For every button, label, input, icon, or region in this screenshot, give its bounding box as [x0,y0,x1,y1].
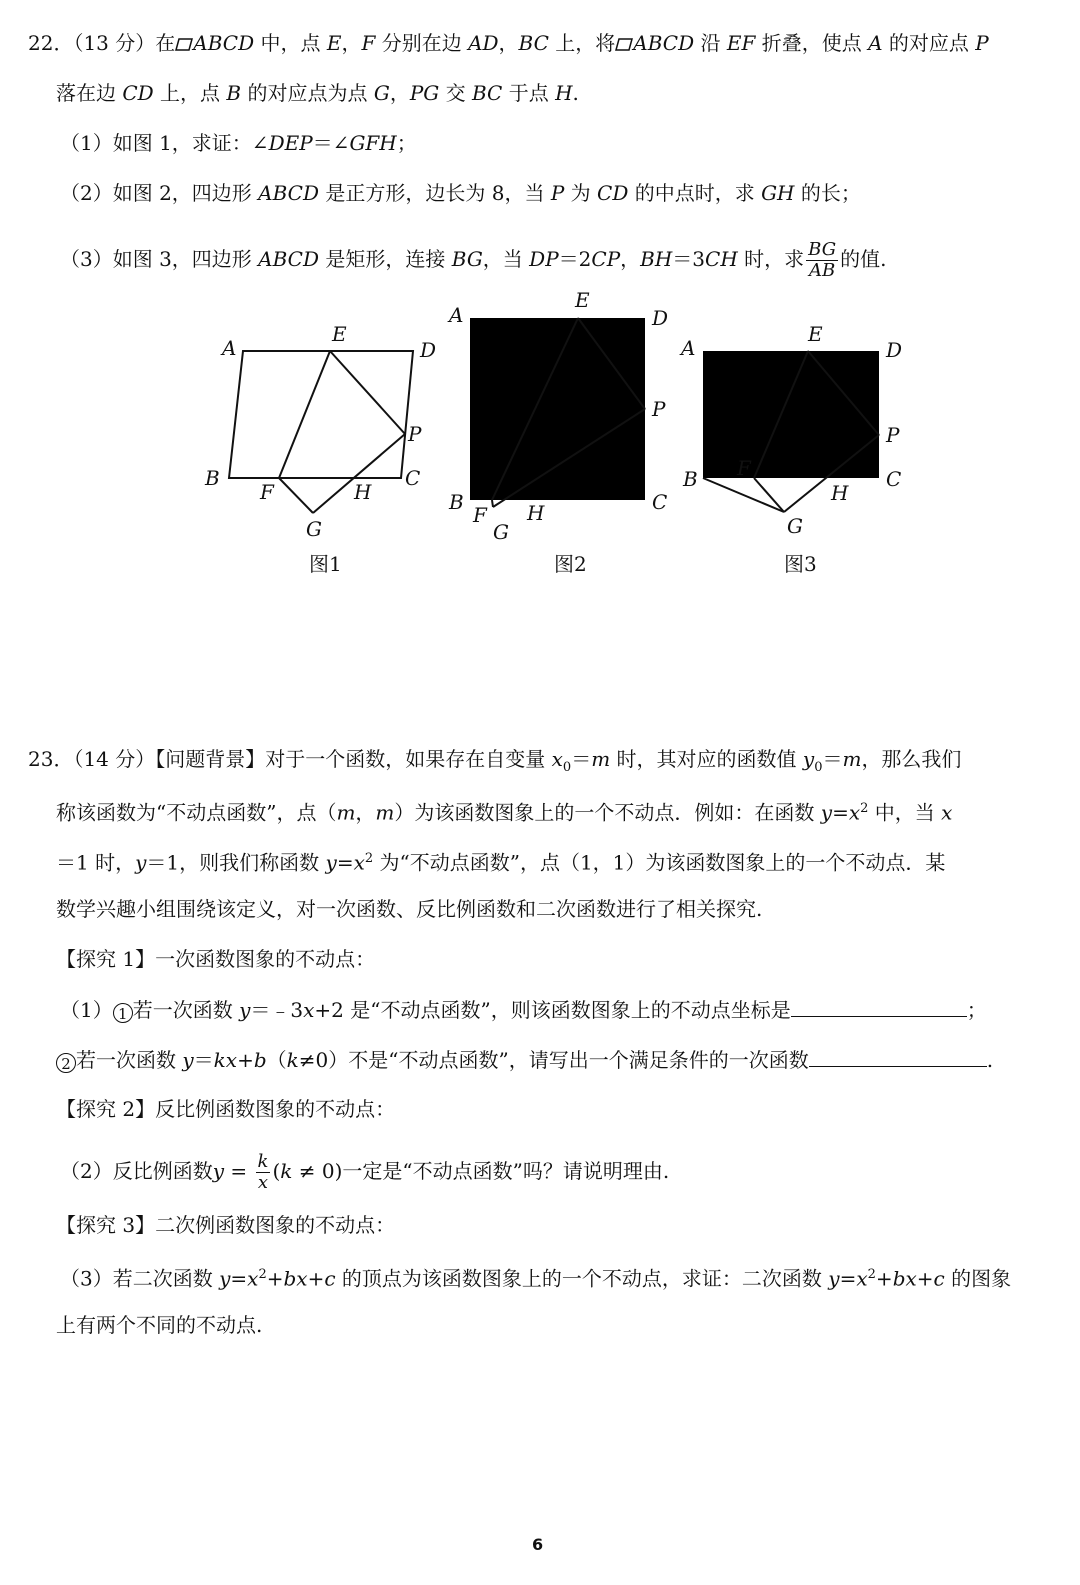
text: ＝3 [672,247,706,271]
text: BG [451,247,483,271]
text: ≠ 0) [292,1159,343,1183]
text: 是矩形，连接 [319,247,452,271]
text: ABCD [193,31,255,55]
text: y [325,850,337,875]
text: 的图象 [944,1266,1012,1291]
text: 22．（13 分）在 [28,31,176,55]
text: 上，将 [548,31,616,55]
text: ≠0）不是“不动点函数”，请写出一个满足条件的一次函数 [298,1048,809,1072]
text: c [933,1266,945,1291]
text: m [591,747,611,771]
text: ＝∠ [312,131,350,155]
fig2-label-A: A [449,303,464,327]
text: P [975,31,989,55]
text: x [941,800,953,825]
text: y [828,1266,840,1291]
text: ， [389,81,410,105]
text: 中，当 [868,800,942,825]
parallelogram-icon [175,31,193,44]
text: ＝ [822,747,843,771]
text: ( [272,1159,281,1183]
text: bx [892,1266,917,1291]
text: 称该函数为“不动点函数”，点（ [56,800,337,825]
text: 中，点 [254,31,327,55]
geometry-figures [0,285,1080,585]
text: 的中点时，求 [628,181,762,205]
superscript: 2 [258,1267,267,1282]
text: （2）反比例函数 [60,1159,213,1183]
fig3-label-B: B [683,467,698,491]
text: x [247,1266,259,1291]
text: = [832,800,849,825]
text: 上，点 [153,81,227,105]
fraction-denominator: x [257,1172,269,1193]
fig1-label-E: E [332,322,347,346]
fig3-line-bg [703,478,784,512]
text: 时，求 [737,247,805,271]
text: ，那么我们 [861,747,962,771]
text: PG [409,81,440,105]
text: 为“不动点函数”，点（1，1）为该函数图象上的一个不动点．某 [373,850,946,875]
fig2-label-H: H [527,501,545,525]
q22-part-1 [60,130,417,156]
text: c [324,1266,336,1291]
text: x [856,1266,868,1291]
fig3-label-E: E [808,322,823,346]
text: k [280,1159,293,1183]
answer-blank[interactable] [791,996,967,1017]
text: 于点 [502,81,556,105]
text: = [839,1266,857,1291]
superscript: 2 [364,851,374,866]
text: m [375,800,395,825]
text: 若一次函数 [132,998,240,1022]
text: H [555,81,573,105]
text: EF [726,31,756,55]
fig3-caption: 图3 [784,552,817,576]
text: AD [468,31,499,55]
q22-part-3 [60,240,886,281]
fig1-line-ef [279,351,330,478]
fig1-label-F: F [260,480,274,504]
fig1-label-B: B [205,466,220,490]
q23-explore-2-heading: 【探究 2】反比例函数图象的不动点： [56,1097,396,1121]
fraction-denominator: AB [809,260,836,281]
q23-explore-2-part [60,1152,669,1193]
text: P [550,181,565,205]
figure-2 [447,288,668,576]
text: ； [966,998,987,1022]
text: . [986,1048,994,1072]
fig3-rectangle [703,351,879,478]
text: . [572,81,579,105]
q23-explore-3-part [60,1262,1011,1292]
fig1-label-D: D [420,338,437,362]
text: 的值. [840,247,887,271]
fig2-label-C: C [652,490,668,514]
fig2-label-D: D [652,306,669,330]
text: + [237,1048,254,1072]
fig3-label-C: C [886,467,902,491]
text: y [239,998,251,1022]
answer-blank[interactable] [809,1046,987,1067]
text: CD [597,181,629,205]
text: BH [640,247,673,271]
fig1-label-H: H [354,480,372,504]
fig3-label-G: G [787,514,803,538]
fraction-bg-ab [806,240,838,281]
fig3-label-F: F [737,456,751,480]
q23-line-4: 数学兴趣小组围绕该定义，对一次函数、反比例函数和二次函数进行了相关探究. [56,897,763,921]
text: y [182,1048,194,1072]
text: ＝﹣3 [250,998,304,1022]
text: 分别在边 [375,31,469,55]
text: +2 是“不动点函数”，则该函数图象上的不动点坐标是 [314,998,791,1022]
subscript: 0 [562,760,572,775]
text: + [266,1266,284,1291]
fig3-label-A: A [681,336,696,360]
text: x [551,747,563,771]
text: 若一次函数 [76,1048,183,1072]
text: （ [266,1048,287,1072]
text: y [135,850,147,875]
fig3-line-fg [754,478,784,512]
q23-explore-1-part-2 [56,1046,993,1073]
text: GFH [349,131,397,155]
superscript: 2 [867,1267,876,1282]
text: = [336,850,354,875]
text: ＝ [571,747,592,771]
q23-explore-3-heading: 【探究 3】二次例函数图象的不动点： [56,1213,396,1237]
fig1-parallelogram [229,351,413,478]
text: m [842,747,862,771]
superscript: 2 [860,801,869,816]
circled-number-icon: 2 [56,1053,76,1073]
figure-1 [204,322,436,576]
text: 23．（14 分）【问题背景】对于一个函数，如果存在自变量 [28,747,552,771]
text: ， [341,31,362,55]
fig1-label-P: P [408,422,422,446]
text: ，当 [482,247,530,271]
text: + [916,1266,934,1291]
text: （1）如图 1，求证：∠ [60,131,269,155]
q22-line-1 [28,30,989,56]
q22-part-2 [60,180,861,206]
text: x [353,850,365,875]
text: b [253,1048,267,1072]
text: （3）如图 3，四边形 [60,247,259,271]
text: = [230,1266,248,1291]
text: 的长； [794,181,861,205]
text: 的对应点 [882,31,976,55]
text: 时，其对应的函数值 [610,747,803,771]
fig1-line-ep [330,351,405,434]
fig1-line-fg [279,478,313,513]
text: ABCD [258,247,320,271]
q23-line-3 [56,846,945,876]
fig2-label-G: G [493,520,509,544]
text: 交 [439,81,472,105]
text: bx [283,1266,308,1291]
text: A [868,31,883,55]
fig1-label-C: C [405,466,421,490]
text: BC [471,81,503,105]
text: ＝2 [558,247,592,271]
text: E [326,31,342,55]
fig2-label-F: F [473,503,487,527]
text: = [224,1159,254,1183]
fig1-label-A: A [222,336,237,360]
q23-explore-1-heading: 【探究 1】一次函数图象的不动点： [56,947,376,971]
text: ， [355,800,376,825]
text: G [373,81,390,105]
text: 的对应点为点 [241,81,374,105]
text: CD [122,81,154,105]
text: CP [591,247,621,271]
text: 折叠，使点 [755,31,869,55]
q22-line-2 [56,80,579,106]
text: + [875,1266,893,1291]
fig2-square [470,318,645,500]
text: B [226,81,242,105]
text: （3）若二次函数 [60,1266,220,1291]
subscript: 0 [814,760,823,775]
fig2-label-P: P [652,397,666,421]
fig2-caption: 图2 [554,552,587,576]
parallelogram-icon [615,31,633,44]
fraction-k-over-x [256,1152,271,1193]
text: DP [529,247,559,271]
text: ABCD [633,31,695,55]
fig2-line-fg [492,500,493,507]
text: y [219,1266,231,1291]
q23-line-2 [56,796,952,826]
fig3-label-D: D [886,338,903,362]
text: ＝1，则我们称函数 [146,850,326,875]
text: 的顶点为该函数图象上的一个不动点，求证：二次函数 [335,1266,829,1291]
text: 一定是“不动点函数”吗？请说明理由. [342,1159,670,1183]
text: 沿 [694,31,727,55]
text: CH [705,247,738,271]
text: ＝ [193,1048,214,1072]
text: GH [761,181,795,205]
text: kx [213,1048,238,1072]
q23-explore-1-part-1 [60,996,987,1023]
text: F [361,31,376,55]
text: 落在边 [56,81,123,105]
text: ， [620,247,641,271]
text: + [307,1266,325,1291]
fig3-label-P: P [886,423,900,447]
text: y [212,1159,225,1183]
text: y [802,747,815,771]
text: 是正方形，边长为 8，当 [319,181,551,205]
text: k [286,1048,299,1072]
q23-explore-3-part-line-2: 上有两个不同的不动点. [56,1313,263,1337]
q23-line-1 [28,746,961,781]
text: ， [498,31,519,55]
text: DEP [268,131,313,155]
figure-3 [679,322,902,576]
fraction-numerator: k [257,1151,269,1172]
page-number: 6 [532,1535,544,1554]
fraction-numerator: BG [808,239,837,260]
fig2-label-E: E [575,288,590,312]
text: BC [518,31,549,55]
text: ＝1 时， [56,850,136,875]
fig3-label-H: H [831,481,849,505]
fig2-label-B: B [449,490,464,514]
fig1-label-G: G [306,517,322,541]
text: 为 [564,181,598,205]
text: m [336,800,356,825]
circled-number-icon: 1 [113,1003,133,1023]
text: y [820,800,833,825]
text: ）为该函数图象上的一个不动点．例如：在函数 [394,800,821,825]
text: x [848,800,861,825]
text: （1） [60,998,113,1022]
text: ； [396,131,417,155]
text: ABCD [258,181,320,205]
fig1-caption: 图1 [309,552,342,576]
text: x [303,998,315,1022]
text: （2）如图 2，四边形 [60,181,259,205]
